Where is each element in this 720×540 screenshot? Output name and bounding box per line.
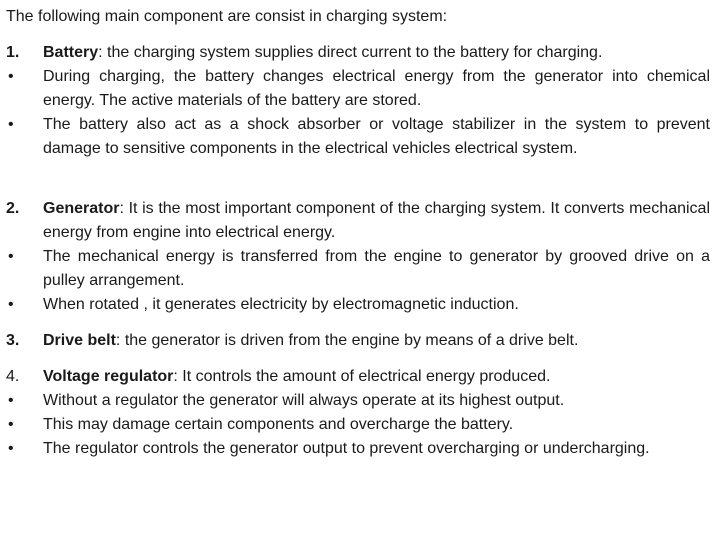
section-battery [6,41,710,161]
section-drive-belt [6,329,710,353]
bullet-icon: • [8,392,14,409]
section-lead-text: : It controls the amount of electrical energy produced. [173,368,551,385]
bullet-text: During charging, the battery changes electrical energy from the generator into chemical energy. The active materials of the battery are stored. [43,68,710,109]
section-title: Battery [43,44,99,61]
section-voltage-regulator [6,365,710,461]
section-heading-row [6,197,710,245]
intro-text: The following main component are consist in charging system: [6,8,448,25]
section-lead [43,365,710,389]
section-lead [43,329,710,353]
section-number: 1. [6,44,20,61]
section-title: Generator [43,200,120,217]
section-lead-text: : It is the most important component of the charging system. It converts mechanical energy from engine into electrical energy. [43,200,710,241]
list-item [6,389,710,413]
bullet-text: This may damage certain components and overcharge the battery. [43,416,514,433]
list-item [6,413,710,437]
bullet-icon: • [8,248,14,265]
list-item [6,293,710,317]
bullet-text: Without a regulator the generator will always operate at its highest output. [43,392,565,409]
bullet-text: The regulator controls the generator output to prevent overcharging or undercharging. [43,440,650,457]
list-item [6,113,710,161]
section-heading-row [6,41,710,65]
bullet-text: When rotated , it generates electricity by electromagnetic induction. [43,296,519,313]
section-generator [6,197,710,317]
section-number: 3. [6,332,20,349]
section-title: Voltage regulator [43,368,174,385]
list-item [6,245,710,293]
list-item [6,65,710,113]
section-number: 4. [6,368,20,385]
section-lead [43,197,710,245]
list-item [6,437,710,461]
section-heading-row [6,329,710,353]
bullet-icon: • [8,416,14,433]
bullet-icon: • [8,440,14,457]
section-lead-text: : the charging system supplies direct current to the battery for charging. [98,44,603,61]
section-heading-row [6,365,710,389]
bullet-icon: • [8,68,14,85]
bullet-icon: • [8,296,14,313]
bullet-icon: • [8,116,14,133]
section-title: Drive belt [43,332,116,349]
section-lead [43,41,710,65]
section-number: 2. [6,200,20,217]
section-lead-text: : the generator is driven from the engine by means of a drive belt. [115,332,579,349]
bullet-text: The battery also act as a shock absorber or voltage stabilizer in the system to prevent damage to sensitive components in the electrical vehicles electrical system. [43,116,710,157]
bullet-text: The mechanical energy is transferred from the engine to generator by grooved drive on a pulley arrangement. [43,248,710,289]
